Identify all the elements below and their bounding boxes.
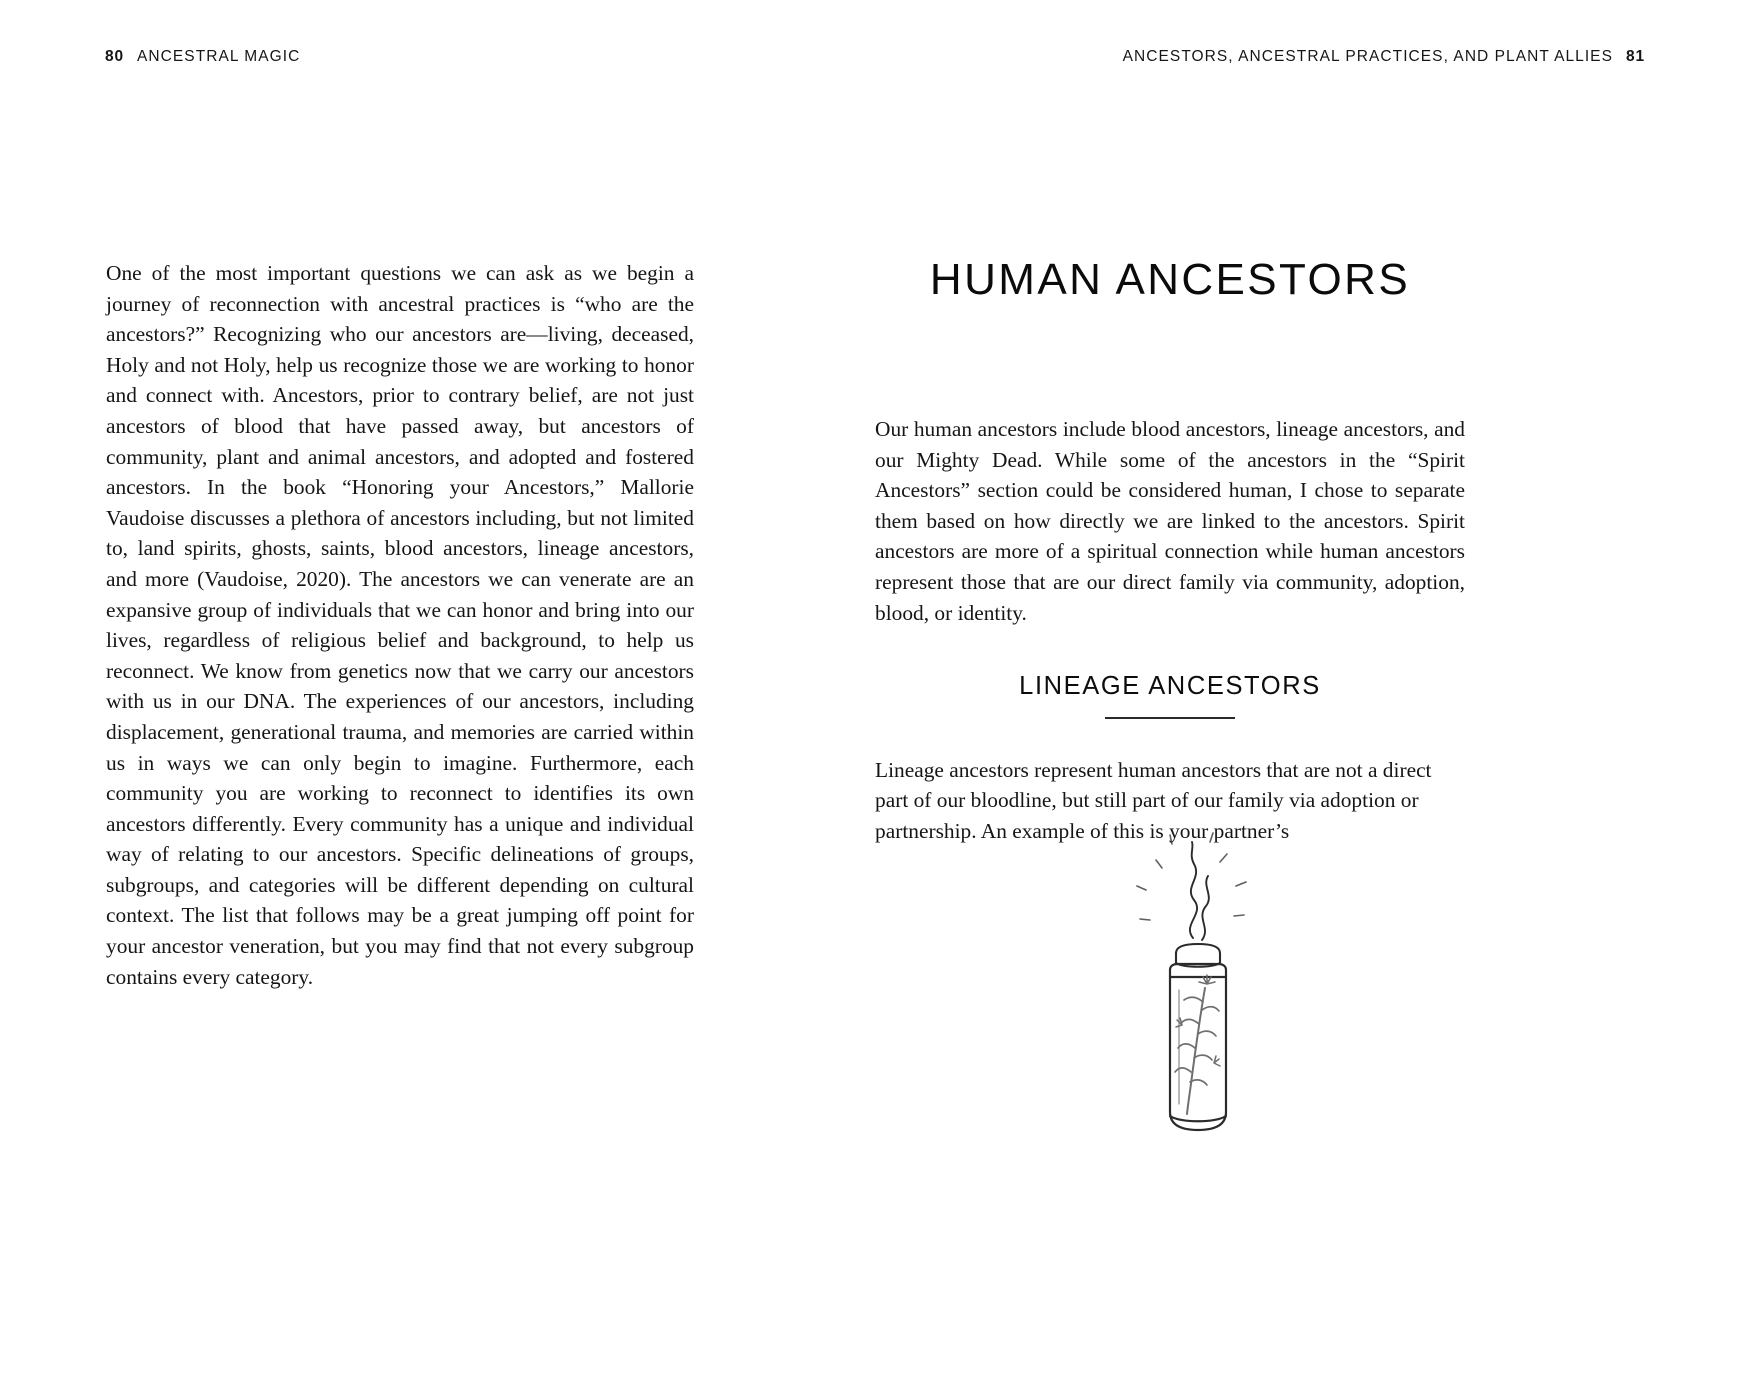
sprig-blossoms bbox=[1176, 975, 1220, 1066]
botanical-sprig bbox=[1175, 988, 1219, 1114]
right-column-section-paragraph: Lineage ancestors represent human ancestors that are not a direct part of our bloodline, but still part of our family via adoption or partnership. An example of this is your partner’s bbox=[875, 757, 1432, 843]
left-column bbox=[106, 258, 694, 992]
running-head-right-title: ANCESTORS, ANCESTRAL PRACTICES, AND PLANT ALLIES bbox=[1122, 48, 1613, 65]
right-column bbox=[875, 255, 1465, 847]
right-column-intro-paragraph: Our human ancestors include blood ancestors, lineage ancestors, and our Mighty Dead. While some of the ancestors in the “Spirit Ancestors” section could be considered human, I chose to separate them based on how directly we are linked to the ancestors. Spirit ancestors are more of a spiritual connection while human ancestors represent those that are our direct family via community, adoption, blood, or identity. bbox=[875, 417, 1465, 625]
smoking-vial-icon bbox=[1110, 820, 1290, 1150]
page-number-left: 80 bbox=[105, 48, 125, 65]
running-head-left-title: ANCESTRAL MAGIC bbox=[137, 48, 301, 65]
chapter-title: HUMAN ANCESTORS bbox=[929, 255, 1411, 304]
smoke-wisp bbox=[1190, 842, 1209, 940]
section-heading-group bbox=[875, 672, 1465, 719]
section-heading-rule bbox=[1105, 717, 1235, 719]
running-head-right bbox=[1123, 48, 1645, 66]
running-head-left bbox=[105, 48, 300, 66]
left-column-paragraph: One of the most important questions we can ask as we begin a journey of reconnection with ancestral practices is “who are the ancestors?” Recognizing who our ancestors are—living, deceased, Holy and not Holy, help us recognize those we are working to honor and connect with. Ancestors, prior to contrary belief, are not just ancestors of blood that have passed away, but ancestors of community, plant and animal ancestors, and adopted and fostered ancestors. In the book “Honoring your Ancestors,” Mallorie Vaudoise discusses a plethora of ancestors including, but not limited to, land spirits, ghosts, saints, blood ancestors, lineage ancestors, and more (Vaudoise, 2020). The ancestors we can venerate are an expansive group of individuals that we can honor and bring into our lives, regardless of religious belief and background, to help us reconnect. We know from genetics now that we carry our ancestors with us in our DNA. The experiences of our ancestors, including displacement, generational trauma, and memories are carried within us in ways we can only begin to imagine. Furthermore, each community you are working to reconnect to identifies its own ancestors differently. Every community has a unique and individual way of relating to our ancestors. Specific delineations of groups, subgroups, and categories will be different depending on cultural context. The list that follows may be a great jumping off point for your ancestor veneration, but you may find that not every subgroup contains every category. bbox=[106, 261, 694, 989]
smoking-vial-illustration bbox=[1110, 820, 1290, 1150]
section-heading: LINEAGE ANCESTORS bbox=[1019, 672, 1321, 701]
page-number-right: 81 bbox=[1625, 48, 1645, 65]
